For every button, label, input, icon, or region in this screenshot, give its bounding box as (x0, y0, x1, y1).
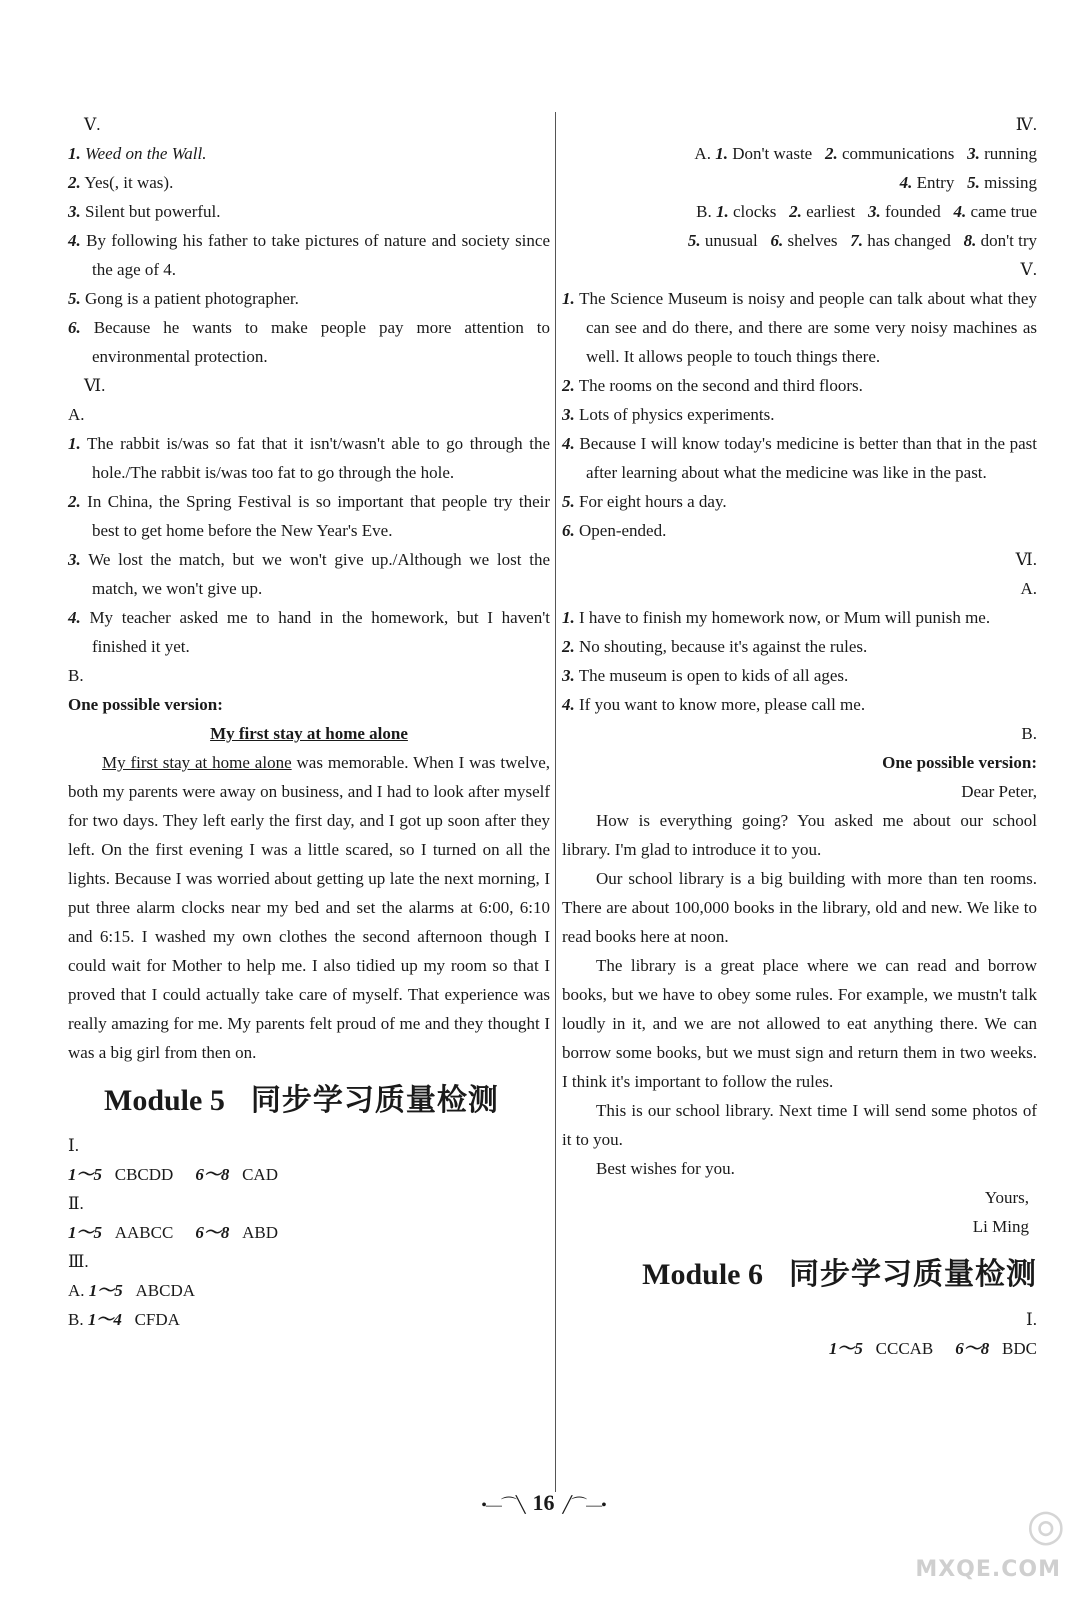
letter-paragraph: Best wishes for you. (596, 1159, 735, 1178)
list-item: 3. The museum is open to kids of all ages. (562, 666, 849, 685)
footer-ornament-right: ╱⌒—• (562, 1497, 606, 1514)
column-divider (555, 112, 556, 1492)
part-label-a-right: A. (1020, 579, 1037, 598)
watermark-logo-icon: ◎ (1026, 1500, 1065, 1551)
version-label: One possible version: (68, 695, 223, 714)
list-item: 1. I have to finish my homework now, or Mum will punish me. (562, 608, 991, 627)
list-item: 6. Open-ended. (562, 521, 667, 540)
list-item: 5. For eight hours a day. (562, 492, 727, 511)
watermark-site: MXQE.COM (915, 1557, 1061, 1582)
page-number: 16 (532, 1490, 555, 1515)
list-item: 4. If you want to know more, please call me. (562, 695, 866, 714)
letter-greeting: Dear Peter, (961, 782, 1037, 801)
part-label-b: B. (68, 666, 84, 685)
list-item: 3. We lost the match, but we won't give up./Although we lost the match, we won't give up. (68, 550, 550, 598)
module6-title: Module 6 同步学习质量检测 (642, 1258, 1037, 1291)
m6-section-1: Ⅰ. (1026, 1310, 1037, 1329)
iv-b-line-1: B. 1. clocks 2. earliest 3. founded 4. came true (696, 202, 1037, 221)
m5-answers-1: 1～5 CBCDD 6～8 CAD (68, 1165, 278, 1184)
section-heading-vi: Ⅵ. (84, 376, 106, 395)
letter-paragraph: The library is a great place where we can read and borrow books, but we have to obey some rules. For example, we mustn't talk loudly in it, and we are not allowed to eat anything there. We can borrow some books, but we must sign and return them in two weeks. I think it's important to follow the rules. (562, 956, 1037, 1091)
list-item: 6. Because he wants to make people pay more attention to environmental protection. (68, 318, 550, 366)
list-item: 4. By following his father to take pictures of nature and society since the age of 4. (68, 231, 550, 279)
right-sec6-list (562, 603, 1037, 719)
m5-section-1: Ⅰ. (68, 1136, 79, 1155)
section-heading-v: Ⅴ. (84, 115, 101, 134)
letter-closing: Yours, (984, 1188, 1029, 1207)
list-item: 1. Weed on the Wall. (68, 144, 207, 163)
list-item: 3. Silent but powerful. (68, 202, 221, 221)
list-item: 2. The rooms on the second and third floors. (562, 376, 863, 395)
section-heading-v-right: Ⅴ. (1020, 260, 1037, 279)
version-label-right: One possible version: (882, 753, 1037, 772)
m5-section-3: Ⅲ. (68, 1252, 89, 1271)
list-item: 2. In China, the Spring Festival is so important that people try their best to get home before the New Year's Eve. (68, 492, 551, 540)
list-item: 4. Because I will know today's medicine is better than that in the past after learning about what the medicine was like in the past. (562, 434, 1038, 482)
list-item: 1. The rabbit is/was so fat that it isn't/wasn't able to go through the hole./The rabbit is/was too fat to go through the hole. (68, 434, 550, 482)
module5-title: Module 5 同步学习质量检测 (104, 1084, 499, 1117)
left-sec6-list (68, 429, 550, 661)
m5-answers-3b: B. 1～4 CFDA (68, 1310, 180, 1329)
iv-a-line-1: A. 1. Don't waste 2. communications 3. running (694, 144, 1037, 163)
essay-title: My first stay at home alone (210, 724, 408, 743)
list-item: 1. The Science Museum is noisy and people can talk about what they can see and do there, and there are some very noisy machines as well. It allows people to touch things there. (562, 289, 1037, 366)
letter-paragraph: How is everything going? You asked me about our school library. I'm glad to introduce it to you. (562, 811, 1037, 859)
essay-body: My first stay at home alone was memorable. When I was twelve, both my parents were away on business, and I had to look after myself for two days. They left early the first day, and I got up soon after they left. On the first evening I was a little scared, so I turned on all the lights. Because I was worried about getting up late the next morning, I put three alarm clocks near my bed and set the alarms at 6:00, 6:10 and 6:15. I washed my own clothes the second afternoon though I could wait for Mother to help me. I also tidied up my room so that I proved that I could actually take care of myself. That experience was really amazing for me. My parents felt proud of me and they thought I was a big girl from then on. (68, 753, 550, 1062)
watermark (915, 1500, 1065, 1582)
list-item: 5. Gong is a patient photographer. (68, 289, 299, 308)
letter-signature: Li Ming (972, 1217, 1029, 1236)
right-column (562, 110, 1045, 1363)
list-item: 3. Lots of physics experiments. (562, 405, 775, 424)
iv-b-line-2: 5. unusual 6. shelves 7. has changed 8. don't try (687, 231, 1037, 250)
left-sec5-list (68, 139, 550, 371)
letter-paragraph: This is our school library. Next time I will send some photos of it to you. (562, 1101, 1037, 1149)
right-sec5-list (562, 284, 1037, 545)
footer-ornament-left: •—⌒╲ (481, 1497, 525, 1514)
part-label-b-right: B. (1021, 724, 1037, 743)
iv-a-line-2: 4. Entry 5. missing (899, 173, 1037, 192)
m5-section-2: Ⅱ. (68, 1194, 84, 1213)
m6-answers-1: 1～5 CCCAB 6～8 BDC (828, 1339, 1037, 1358)
list-item: 2. No shouting, because it's against the rules. (562, 637, 868, 656)
left-column (68, 110, 550, 1334)
section-heading-vi-right: Ⅵ. (1015, 550, 1037, 569)
list-item: 2. Yes(, it was). (68, 173, 174, 192)
m5-answers-3a: A. 1～5 ABCDA (68, 1281, 196, 1300)
part-label-a: A. (68, 405, 85, 424)
section-heading-iv: Ⅳ. (1015, 115, 1037, 134)
list-item: 4. My teacher asked me to hand in the homework, but I haven't finished it yet. (68, 608, 551, 656)
m5-answers-2: 1～5 AABCC 6～8 ABD (68, 1223, 278, 1242)
letter-paragraph: Our school library is a big building with more than ten rooms. There are about 100,000 books in the library, old and new. We like to read books here at noon. (562, 869, 1037, 946)
